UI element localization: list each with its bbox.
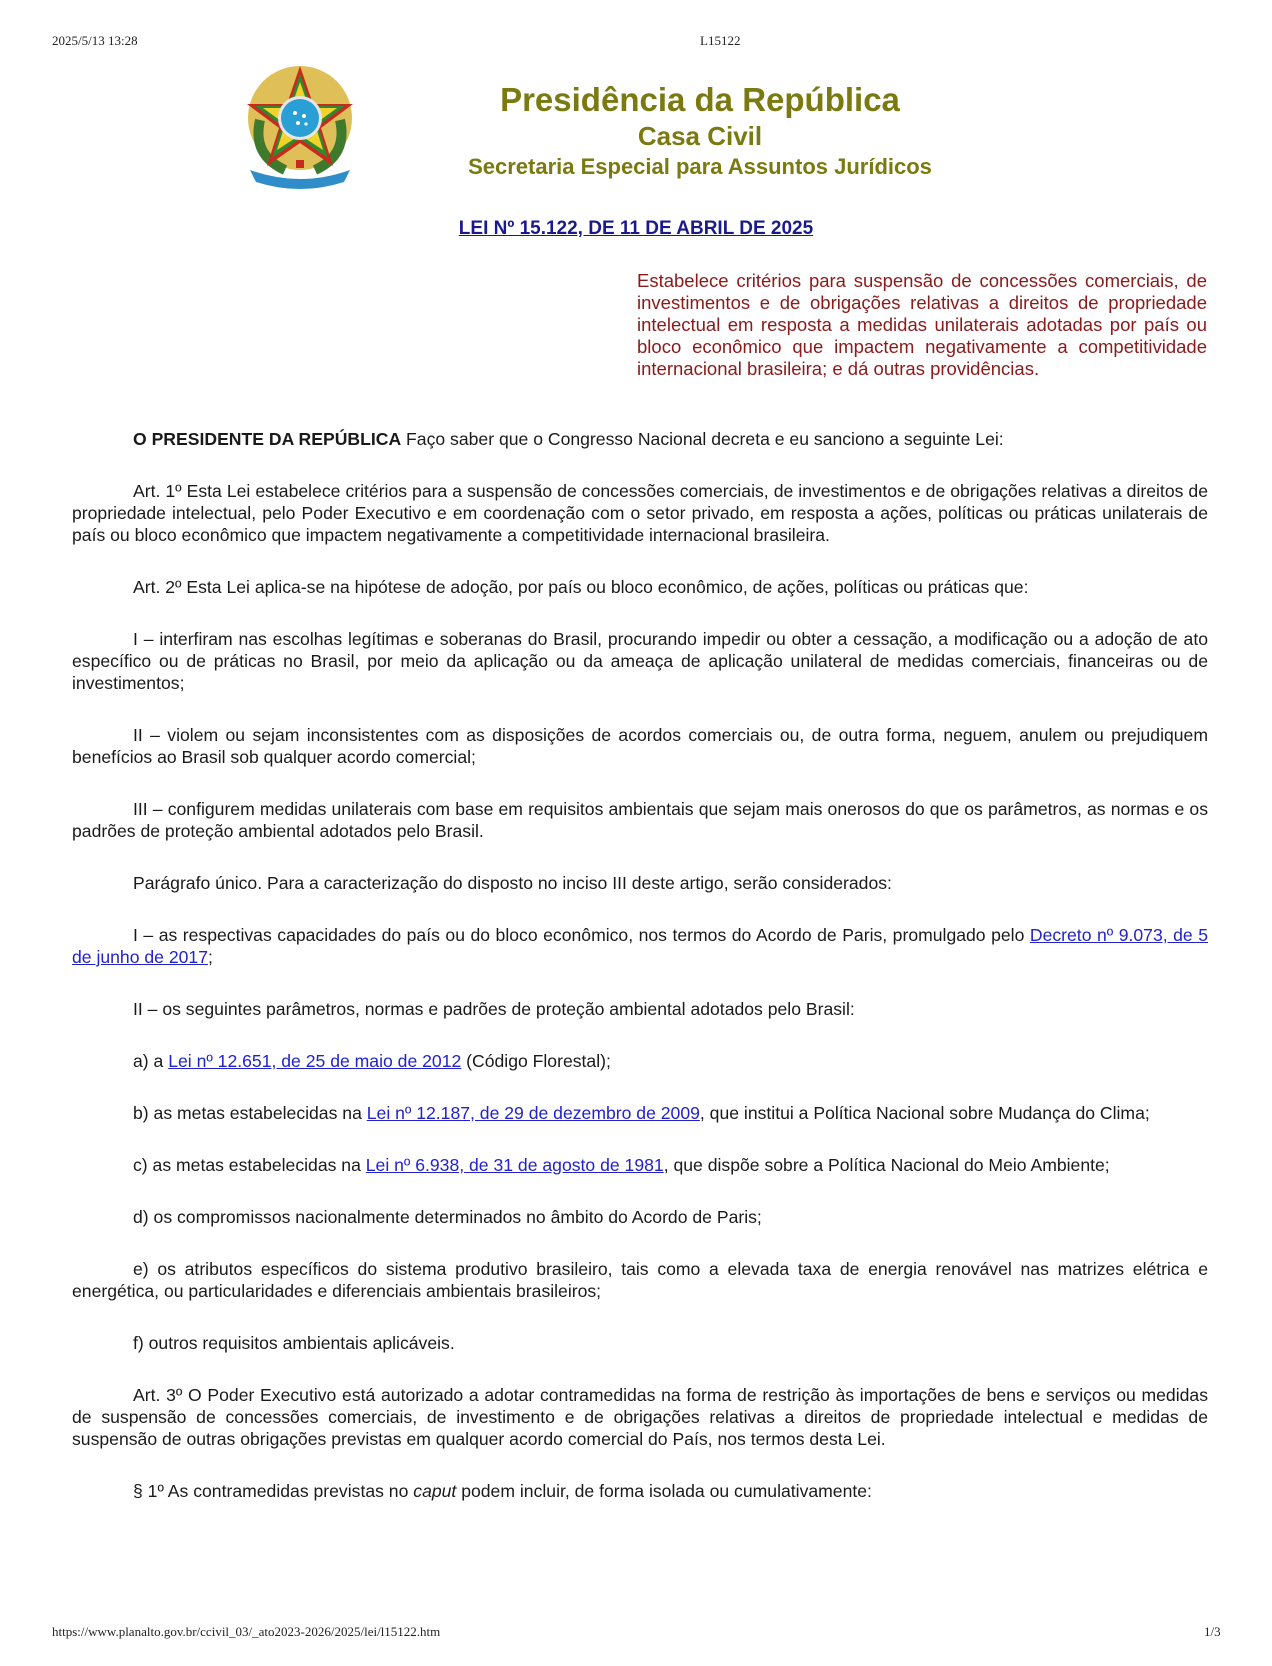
art-3-p1-end: podem incluir, de forma isolada ou cumulativamente: <box>456 1481 872 1501</box>
pu-inciso-i <box>72 924 1208 968</box>
pu-inciso-ii: II – os seguintes parâmetros, normas e padrões de proteção ambiental adotados pelo Brasil: <box>133 999 855 1019</box>
masthead-secretaria: Secretaria Especial para Assuntos Jurídicos <box>468 154 932 179</box>
law-title <box>0 218 1272 240</box>
preamble-bold: O PRESIDENTE DA REPÚBLICA <box>133 429 402 449</box>
art-2: Art. 2º Esta Lei aplica-se na hipótese de adoção, por país ou bloco econômico, de ações, políticas ou práticas que: <box>133 577 1029 597</box>
alinea-e: e) os atributos específicos do sistema produtivo brasileiro, tais como a elevada taxa de energia renovável nas matrizes elétrica e energética, ou particularidades e diferenciais ambientais brasileiros; <box>72 1259 1208 1301</box>
masthead <box>400 80 1000 182</box>
art-2-inciso-iii: III – configurem medidas unilaterais com base em requisitos ambientais que sejam mais onerosos do que os parâmetros, as normas e os padrões de proteção ambiental adotados pelo Brasil. <box>72 799 1208 841</box>
alinea-b-text: b) as metas estabelecidas na <box>133 1103 367 1123</box>
lei-6938-link[interactable]: Lei nº 6.938, de 31 de agosto de 1981 <box>365 1155 664 1175</box>
alinea-f: f) outros requisitos ambientais aplicáveis. <box>133 1333 455 1353</box>
masthead-presidencia: Presidência da República <box>500 81 900 118</box>
art-3-p1-text: § 1º As contramedidas previstas no <box>133 1481 414 1501</box>
paragrafo-unico: Parágrafo único. Para a caracterização do disposto no inciso III deste artigo, serão considerados: <box>133 873 892 893</box>
preamble-text: Faço saber que o Congresso Nacional decreta e eu sanciono a seguinte Lei: <box>401 429 1004 449</box>
art-3: Art. 3º O Poder Executivo está autorizado a adotar contramedidas na forma de restrição às importações de bens e serviços ou medidas de suspensão de concessões comerciais, de investimento e de obrigações relativas a direitos de propriedade intelectual e medidas de suspensão de outras obrigações previstas em qualquer acordo comercial do País, nos termos desta Lei. <box>72 1385 1208 1449</box>
art-3-paragrafo-1 <box>72 1480 1208 1502</box>
alinea-c-text: c) as metas estabelecidas na <box>133 1155 366 1175</box>
law-title-link[interactable]: LEI Nº 15.122, DE 11 DE ABRIL DE 2025 <box>458 218 814 239</box>
alinea-c-end: , que dispõe sobre a Política Nacional do Meio Ambiente; <box>663 1155 1110 1175</box>
lei-12651-link[interactable]: Lei nº 12.651, de 25 de maio de 2012 <box>168 1051 462 1071</box>
law-body <box>72 428 1208 1532</box>
print-header-title: L15122 <box>700 33 741 48</box>
brazil-coat-of-arms-icon <box>240 60 360 190</box>
ementa: Estabelece critérios para suspensão de concessões comerciais, de investimentos e de obrigações relativas a direitos de propriedade intelectual em resposta a medidas unilaterais adotadas por país ou bloco econômico que impactem negativamente a competitividade internacional brasileira; e dá outras providências. <box>637 270 1207 379</box>
art-2-inciso-ii: II – violem ou sejam inconsistentes com as disposições de acordos comerciais ou, de outra forma, neguem, anulem ou prejudiquem benefícios ao Brasil sob qualquer acordo comercial; <box>72 725 1208 767</box>
alinea-a <box>72 1050 1208 1072</box>
alinea-c <box>72 1154 1208 1176</box>
art-2-inciso-i: I – interfiram nas escolhas legítimas e soberanas do Brasil, procurando impedir ou obter a cessação, a modificação ou a adoção de ato específico ou de práticas no Brasil, por meio da aplicação ou da ameaça de aplicação unilateral de medidas comerciais, financeiras ou de investimentos; <box>72 629 1208 693</box>
print-footer-url: https://www.planalto.gov.br/ccivil_03/_ato2023-2026/2025/lei/l15122.htm <box>52 1624 441 1639</box>
art-1: Art. 1º Esta Lei estabelece critérios para a suspensão de concessões comerciais, de investimentos e de obrigações relativas a direitos de propriedade intelectual, pelo Poder Executivo e em coordenação com o setor privado, em resposta a ações, políticas ou práticas unilaterais de país ou bloco econômico que impactem negativamente a competitividade internacional brasileira. <box>72 481 1208 545</box>
masthead-casa-civil: Casa Civil <box>637 121 763 151</box>
print-footer-page: 1/3 <box>1204 1624 1221 1639</box>
alinea-b <box>72 1102 1208 1124</box>
alinea-a-text: a) a <box>133 1051 169 1071</box>
print-header-datetime: 2025/5/13 13:28 <box>52 33 138 48</box>
caput-italic: caput <box>413 1481 457 1501</box>
lei-12187-link[interactable]: Lei nº 12.187, de 29 de dezembro de 2009 <box>366 1103 700 1123</box>
pu-inciso-i-end: ; <box>208 947 213 967</box>
decreto-9073-link[interactable]: Decreto nº 9.073, de 5 de junho de 2017 <box>72 925 1208 967</box>
alinea-a-end: (Código Florestal); <box>461 1051 611 1071</box>
preamble <box>72 428 1208 450</box>
alinea-d: d) os compromissos nacionalmente determinados no âmbito do Acordo de Paris; <box>133 1207 762 1227</box>
pu-inciso-i-text: I – as respectivas capacidades do país ou do bloco econômico, nos termos do Acordo de Paris, promulgado pelo <box>133 925 1030 945</box>
alinea-b-end: , que institui a Política Nacional sobre Mudança do Clima; <box>699 1103 1150 1123</box>
